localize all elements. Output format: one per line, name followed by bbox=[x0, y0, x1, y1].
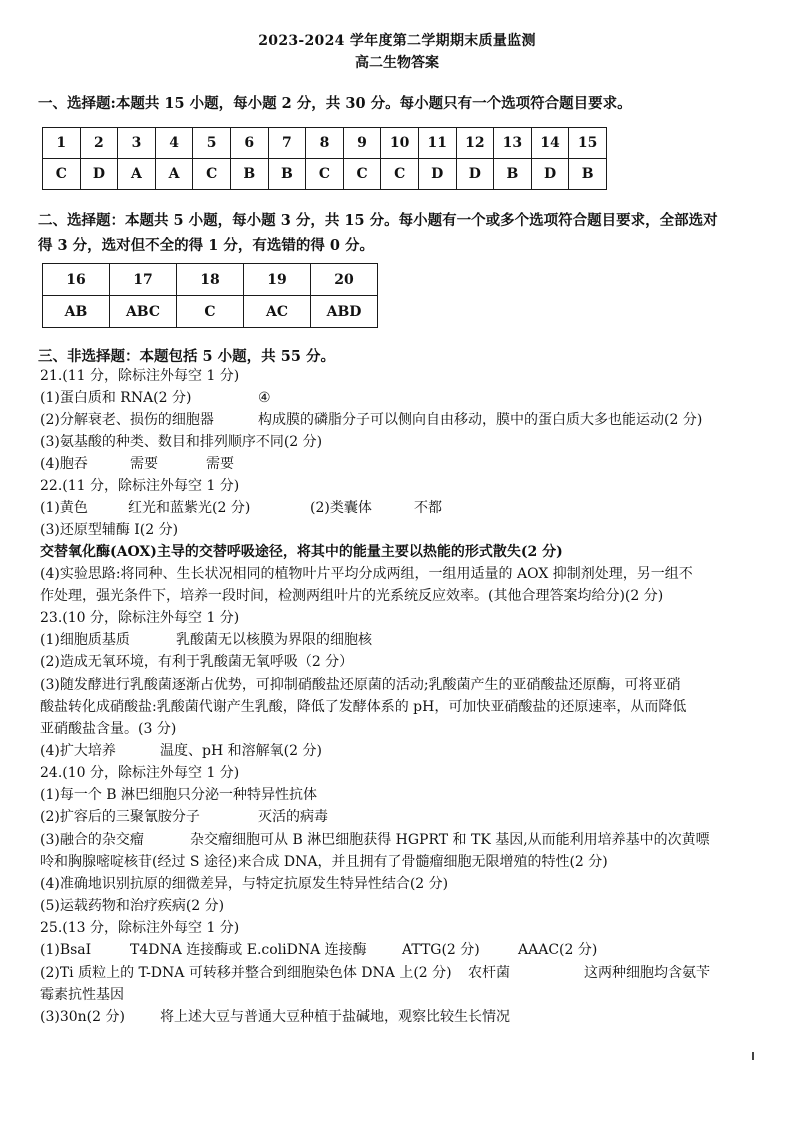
question-number: 11 bbox=[418, 128, 456, 159]
q21-answer-4b: 需要 bbox=[130, 456, 158, 472]
q21-answer-1b: ④ bbox=[258, 390, 271, 406]
answer-cell: B bbox=[569, 159, 607, 190]
q21-header: 21.(11 分，除标注外每空 1 分) bbox=[40, 368, 240, 384]
q24-answer-2b: 灭活的病毒 bbox=[258, 809, 328, 825]
section2-number-row bbox=[43, 264, 378, 296]
q23-answer-1b: 乳酸菌无以核膜为界限的细胞核 bbox=[176, 632, 372, 648]
q21-answer-2b: 构成膜的磷脂分子可以侧向自由移动，膜中的蛋白质大多也能运动(2 分) bbox=[258, 412, 703, 428]
answer-cell: D bbox=[80, 159, 118, 190]
section1-answer-table bbox=[42, 127, 607, 190]
q25-answer-1b: T4DNA 连接酶或 E.coliDNA 连接酶 bbox=[130, 942, 367, 958]
question-number: 16 bbox=[43, 264, 110, 296]
section2-heading-line1: 二、选择题：本题共 5 小题，每小题 3 分，共 15 分。每小题有一个或多个选项符合题目要求，全部选对 bbox=[38, 212, 718, 229]
answer-cell: C bbox=[306, 159, 344, 190]
q24-answer-5: (5)运载药物和治疗疾病(2 分) bbox=[40, 898, 225, 914]
q23-answer-3-line3: 亚硝酸盐含量。(3 分) bbox=[40, 721, 177, 737]
question-number: 15 bbox=[569, 128, 607, 159]
section1-answer-row bbox=[43, 159, 607, 190]
q24-answer-3b: 杂交瘤细胞可从 B 淋巴细胞获得 HGPRT 和 TK 基因,从而能利用培养基中的次黄嘌 bbox=[190, 832, 710, 848]
q25-answer-1c: ATTG(2 分) bbox=[402, 942, 480, 958]
section3-heading: 三、非选择题：本题包括 5 小题，共 55 分。 bbox=[38, 348, 335, 365]
q21-answer-4: (4)胞吞 bbox=[40, 456, 88, 472]
answer-cell: B bbox=[268, 159, 306, 190]
q22-answer-3: (3)还原型辅酶 I(2 分) bbox=[40, 522, 179, 538]
q22-answer-4-line2: 作处理，强光条件下，培养一段时间，检测两组叶片的光系统反应效率。(其他合理答案均给分)(2 分) bbox=[40, 588, 664, 604]
q23-answer-1: (1)细胞质基质 bbox=[40, 632, 130, 648]
document-title: 2023-2024 学年度第二学期期末质量监测 bbox=[258, 33, 536, 49]
section2-answer-table bbox=[42, 263, 378, 328]
q23-answer-3-line1: (3)随发酵进行乳酸菌逐渐占优势，可抑制硝酸盐还原菌的活动;乳酸菌产生的亚硝酸盐还原酶，可将亚硝 bbox=[40, 677, 681, 693]
answer-cell: D bbox=[418, 159, 456, 190]
q24-answer-3-line2: 呤和胸腺嘧啶核苷(经过 S 途径)来合成 DNA，并且拥有了骨髓瘤细胞无限增殖的特性(2 分) bbox=[40, 854, 608, 870]
question-number: 18 bbox=[177, 264, 244, 296]
question-number: 8 bbox=[306, 128, 344, 159]
question-number: 3 bbox=[118, 128, 156, 159]
question-number: 12 bbox=[456, 128, 494, 159]
question-number: 7 bbox=[268, 128, 306, 159]
q23-answer-4: (4)扩大培养 bbox=[40, 743, 116, 759]
q22-answer-2: (2)类囊体 bbox=[310, 500, 372, 516]
answer-cell: C bbox=[177, 296, 244, 328]
question-number: 10 bbox=[381, 128, 419, 159]
q23-answer-2: (2)造成无氧环境，有利于乳酸菌无氧呼吸（2 分） bbox=[40, 654, 354, 670]
q25-header: 25.(13 分，除标注外每空 1 分) bbox=[40, 920, 240, 936]
answer-cell: ABD bbox=[311, 296, 378, 328]
answer-cell: A bbox=[155, 159, 193, 190]
q25-answer-1: (1)BsaI bbox=[40, 942, 92, 958]
answer-cell: C bbox=[381, 159, 419, 190]
q24-answer-3: (3)融合的杂交瘤 bbox=[40, 832, 144, 848]
question-number: 19 bbox=[244, 264, 311, 296]
answer-cell: AC bbox=[244, 296, 311, 328]
q23-answer-3-line2: 酸盐转化成硝酸盐:乳酸菌代谢产生乳酸，降低了发酵体系的 pH，可加快亚硝酸盐的还原速率，从而降低 bbox=[40, 699, 687, 715]
section2-answer-row bbox=[43, 296, 378, 328]
q21-answer-1: (1)蛋白质和 RNA(2 分) bbox=[40, 390, 192, 406]
q25-answer-2b: 农杆菌 bbox=[468, 965, 510, 981]
document-subtitle: 高二生物答案 bbox=[355, 55, 439, 71]
answer-cell: A bbox=[118, 159, 156, 190]
answer-cell: C bbox=[343, 159, 381, 190]
question-number: 6 bbox=[230, 128, 268, 159]
answer-cell: B bbox=[230, 159, 268, 190]
q24-answer-1: (1)每一个 B 淋巴细胞只分泌一种特异性抗体 bbox=[40, 787, 318, 803]
q22-answer-1b: 红光和蓝紫光(2 分) bbox=[128, 500, 251, 516]
q25-answer-2c: 这两种细胞均含氨苄 bbox=[584, 965, 710, 981]
question-number: 13 bbox=[494, 128, 532, 159]
q22-answer-1: (1)黄色 bbox=[40, 500, 88, 516]
answer-cell: ABC bbox=[110, 296, 177, 328]
q24-answer-4: (4)准确地识别抗原的细微差异，与特定抗原发生特异性结合(2 分) bbox=[40, 876, 449, 892]
section1-number-row bbox=[43, 128, 607, 159]
q22-answer-4-line1: (4)实验思路:将同种、生长状况相同的植物叶片平均分成两组，一组用适量的 AOX 抑制剂处理，另一组不 bbox=[40, 566, 693, 582]
answer-cell: C bbox=[43, 159, 81, 190]
q24-header: 24.(10 分，除标注外每空 1 分) bbox=[40, 765, 240, 781]
section1-heading: 一、选择题:本题共 15 小题，每小题 2 分，共 30 分。每小题只有一个选项符合题目要求。 bbox=[38, 95, 632, 112]
q25-answer-3b: 将上述大豆与普通大豆种植于盐碱地，观察比较生长情况 bbox=[160, 1009, 510, 1025]
answer-cell: D bbox=[456, 159, 494, 190]
q22-answer-2b: 不都 bbox=[414, 500, 442, 516]
q22-header: 22.(11 分，除标注外每空 1 分) bbox=[40, 478, 240, 494]
question-number: 14 bbox=[531, 128, 569, 159]
question-number: 20 bbox=[311, 264, 378, 296]
answer-cell: D bbox=[531, 159, 569, 190]
q23-header: 23.(10 分，除标注外每空 1 分) bbox=[40, 610, 240, 626]
scan-mark bbox=[752, 1052, 754, 1060]
question-number: 2 bbox=[80, 128, 118, 159]
q25-answer-2-line2: 霉素抗性基因 bbox=[40, 987, 124, 1003]
q25-answer-3: (3)30n(2 分) bbox=[40, 1009, 125, 1025]
q21-answer-3: (3)氨基酸的种类、数目和排列顺序不同(2 分) bbox=[40, 434, 323, 450]
question-number: 5 bbox=[193, 128, 231, 159]
section2-heading-line2: 得 3 分，选对但不全的得 1 分，有选错的得 0 分。 bbox=[38, 237, 375, 254]
answer-cell: C bbox=[193, 159, 231, 190]
q21-answer-4c: 需要 bbox=[206, 456, 234, 472]
answer-cell: B bbox=[494, 159, 532, 190]
q23-answer-4b: 温度、pH 和溶解氧(2 分) bbox=[160, 743, 322, 759]
q25-answer-2: (2)Ti 质粒上的 T-DNA 可转移并整合到细胞染色体 DNA 上(2 分) bbox=[40, 965, 452, 981]
q25-answer-1d: AAAC(2 分) bbox=[518, 942, 598, 958]
q24-answer-2: (2)扩容后的三聚氰胺分子 bbox=[40, 809, 200, 825]
answer-cell: AB bbox=[43, 296, 110, 328]
q21-answer-2: (2)分解衰老、损伤的细胞器 bbox=[40, 412, 214, 428]
question-number: 4 bbox=[155, 128, 193, 159]
question-number: 1 bbox=[43, 128, 81, 159]
question-number: 9 bbox=[343, 128, 381, 159]
question-number: 17 bbox=[110, 264, 177, 296]
q22-answer-3b: 交替氧化酶(AOX)主导的交替呼吸途径，将其中的能量主要以热能的形式散失(2 分) bbox=[40, 544, 563, 560]
